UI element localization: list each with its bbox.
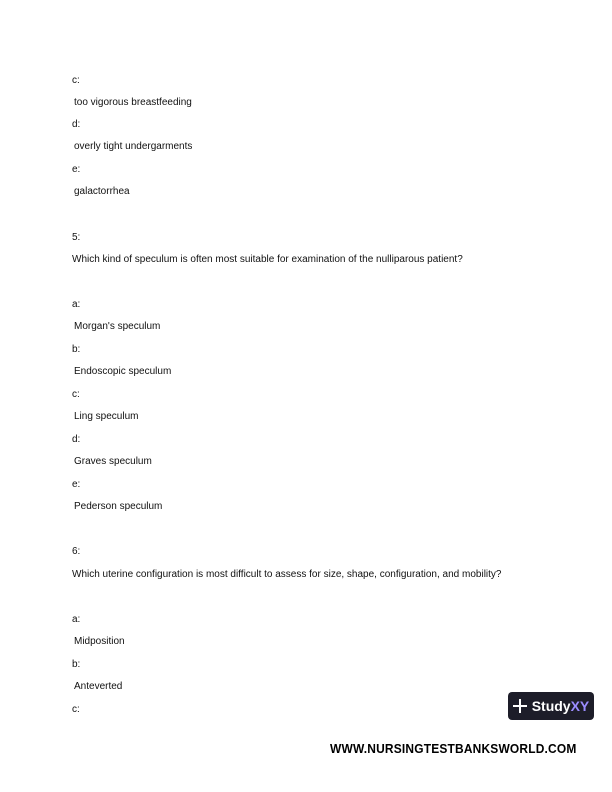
plus-icon — [513, 699, 527, 713]
studyxy-badge[interactable] — [508, 692, 594, 720]
option-label: b: — [72, 344, 81, 355]
question-number: 5: — [72, 232, 81, 243]
option-text: Anteverted — [74, 681, 123, 692]
question-text: Which kind of speculum is often most suitable for examination of the nulliparous patient? — [72, 254, 463, 265]
option-text: overly tight undergarments — [74, 141, 193, 152]
option-text: galactorrhea — [74, 186, 130, 197]
option-label: e: — [72, 479, 81, 490]
option-label: a: — [72, 614, 81, 625]
option-text: Endoscopic speculum — [74, 366, 172, 377]
question-number: 6: — [72, 546, 81, 557]
option-label: d: — [72, 434, 81, 445]
option-text: too vigorous breastfeeding — [74, 97, 192, 108]
option-text: Pederson speculum — [74, 501, 163, 512]
option-text: Morgan's speculum — [74, 321, 161, 332]
option-text: Ling speculum — [74, 411, 139, 422]
option-label: c: — [72, 75, 80, 86]
footer-url: WWW.NURSINGTESTBANKSWORLD.COM — [330, 741, 577, 756]
option-label: e: — [72, 164, 81, 175]
option-label: c: — [72, 389, 80, 400]
option-label: c: — [72, 704, 80, 715]
option-text: Midposition — [74, 636, 125, 647]
option-label: d: — [72, 119, 81, 130]
studyxy-logo-text: StudyXY — [531, 698, 590, 714]
option-label: b: — [72, 659, 81, 670]
option-text: Graves speculum — [74, 456, 152, 467]
option-label: a: — [72, 299, 81, 310]
question-text: Which uterine configuration is most difficult to assess for size, shape, configuration, and mobility? — [72, 569, 502, 580]
